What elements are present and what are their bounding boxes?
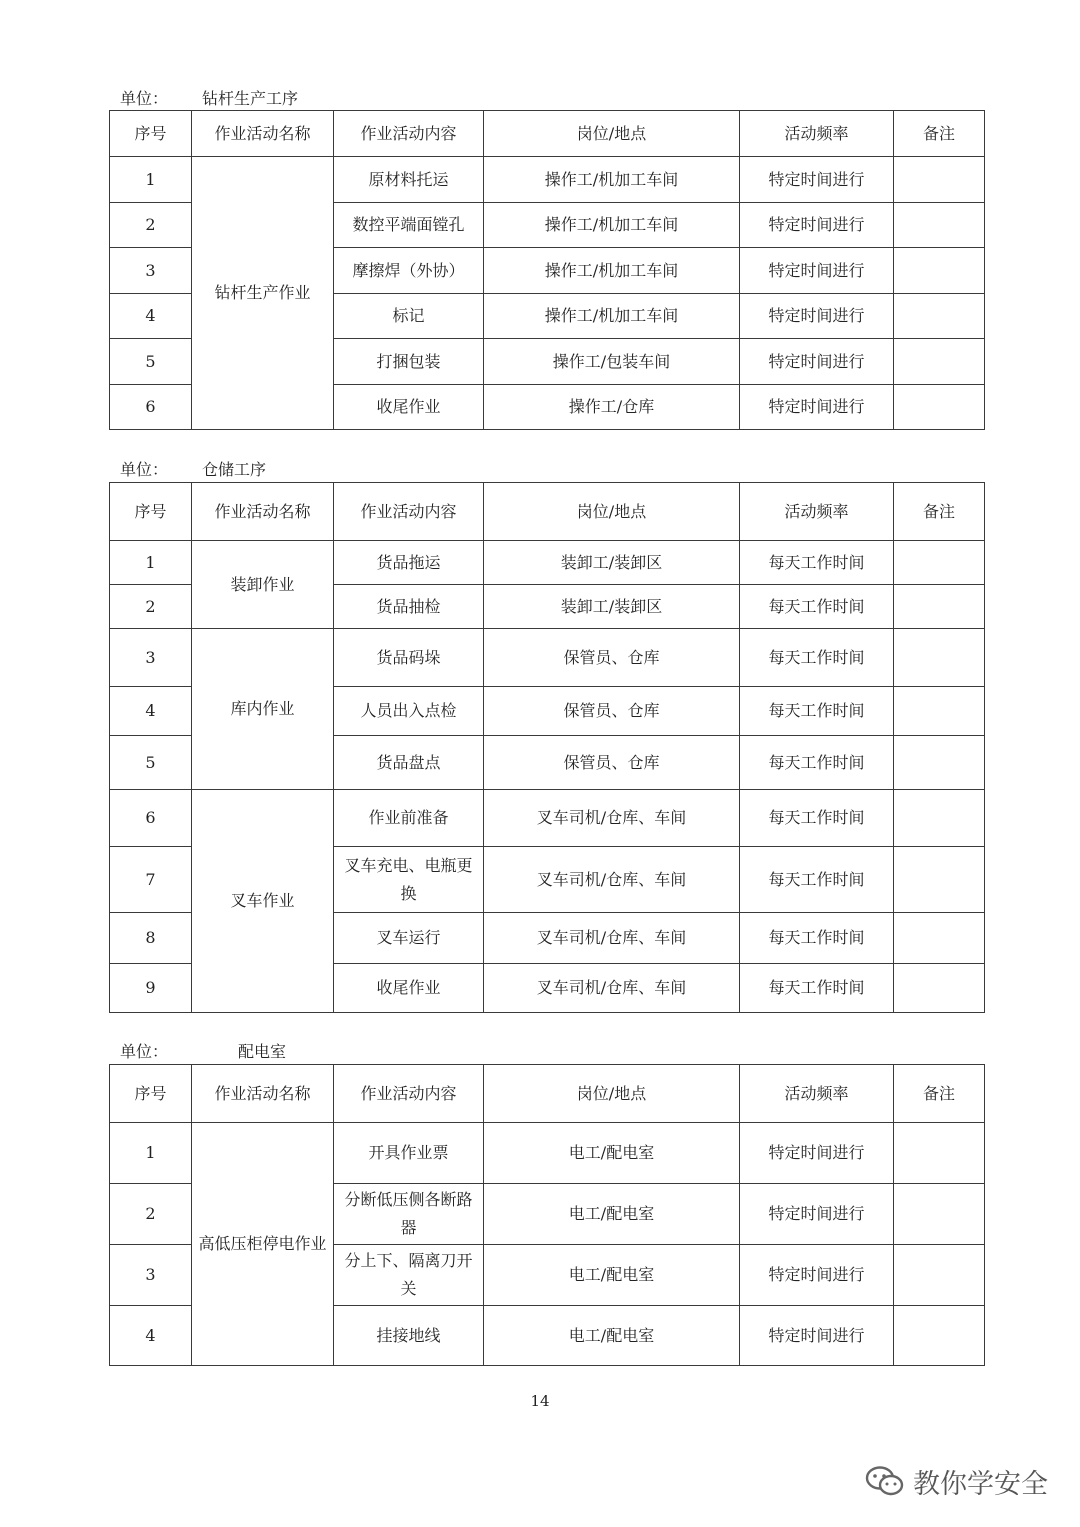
cell-activity-name: 装卸作业 <box>192 541 334 629</box>
cell-remarks <box>894 248 985 294</box>
cell-frequency: 特定时间进行 <box>740 248 894 294</box>
unit-name: 钻杆生产工序 <box>202 89 299 108</box>
cell-activity-name: 高低压柜停电作业 <box>192 1123 334 1366</box>
cell-activity-content: 收尾作业 <box>334 964 484 1013</box>
cell-frequency: 每天工作时间 <box>740 687 894 736</box>
cell-no: 4 <box>110 294 192 339</box>
cell-frequency: 特定时间进行 <box>740 203 894 248</box>
cell-no: 5 <box>110 736 192 790</box>
cell-remarks <box>894 1184 985 1245</box>
cell-post-location: 叉车司机/仓库、车间 <box>484 913 740 964</box>
cell-activity-content: 分上下、隔离刀开关 <box>334 1245 484 1306</box>
wechat-icon <box>865 1465 905 1499</box>
cell-frequency: 特定时间进行 <box>740 294 894 339</box>
cell-frequency: 每天工作时间 <box>740 964 894 1013</box>
cell-remarks <box>894 687 985 736</box>
header-post-location: 岗位/地点 <box>484 1065 740 1123</box>
cell-no: 1 <box>110 541 192 585</box>
cell-activity-name: 叉车作业 <box>192 790 334 1013</box>
cell-activity-content: 作业前准备 <box>334 790 484 847</box>
unit-key: 单位： <box>120 1042 169 1061</box>
cell-no: 8 <box>110 913 192 964</box>
cell-post-location: 保管员、仓库 <box>484 687 740 736</box>
unit-label <box>120 1039 287 1062</box>
header-no: 序号 <box>110 1065 192 1123</box>
cell-no: 6 <box>110 790 192 847</box>
cell-remarks <box>894 847 985 913</box>
cell-frequency: 每天工作时间 <box>740 541 894 585</box>
header-activity-content: 作业活动内容 <box>334 1065 484 1123</box>
cell-frequency: 特定时间进行 <box>740 1245 894 1306</box>
cell-no: 1 <box>110 1123 192 1184</box>
cell-post-location: 保管员、仓库 <box>484 736 740 790</box>
table-row <box>110 157 985 203</box>
table-row <box>110 629 985 687</box>
cell-post-location: 装卸工/装卸区 <box>484 541 740 585</box>
cell-activity-content: 开具作业票 <box>334 1123 484 1184</box>
watermark-text: 教你学安全 <box>913 1469 1048 1500</box>
cell-remarks <box>894 1123 985 1184</box>
page-number: 14 <box>530 1392 550 1410</box>
table-drill-pipe-production <box>109 110 985 430</box>
cell-remarks <box>894 203 985 248</box>
cell-remarks <box>894 157 985 203</box>
cell-frequency: 每天工作时间 <box>740 847 894 913</box>
unit-label <box>120 86 299 109</box>
cell-no: 1 <box>110 157 192 203</box>
unit-key: 单位： <box>120 89 169 108</box>
cell-no: 4 <box>110 1306 192 1366</box>
header-remarks: 备注 <box>894 483 985 541</box>
cell-activity-name: 钻杆生产作业 <box>192 157 334 430</box>
header-post-location: 岗位/地点 <box>484 483 740 541</box>
cell-no: 4 <box>110 687 192 736</box>
cell-remarks <box>894 1306 985 1366</box>
cell-post-location: 电工/配电室 <box>484 1306 740 1366</box>
cell-no: 6 <box>110 385 192 430</box>
cell-remarks <box>894 964 985 1013</box>
cell-remarks <box>894 294 985 339</box>
header-activity-content: 作业活动内容 <box>334 483 484 541</box>
header-frequency: 活动频率 <box>740 1065 894 1123</box>
cell-remarks <box>894 1245 985 1306</box>
cell-remarks <box>894 790 985 847</box>
cell-no: 5 <box>110 339 192 385</box>
header-no: 序号 <box>110 483 192 541</box>
cell-activity-content: 货品拖运 <box>334 541 484 585</box>
cell-no: 3 <box>110 629 192 687</box>
header-activity-name: 作业活动名称 <box>192 1065 334 1123</box>
cell-remarks <box>894 585 985 629</box>
cell-activity-content: 货品盘点 <box>334 736 484 790</box>
cell-activity-content: 货品码垛 <box>334 629 484 687</box>
watermark <box>865 1462 1048 1501</box>
cell-post-location: 叉车司机/仓库、车间 <box>484 964 740 1013</box>
cell-post-location: 操作工/机加工车间 <box>484 294 740 339</box>
cell-remarks <box>894 629 985 687</box>
cell-activity-content: 叉车运行 <box>334 913 484 964</box>
cell-activity-content: 标记 <box>334 294 484 339</box>
cell-frequency: 每天工作时间 <box>740 790 894 847</box>
table-row <box>110 1123 985 1184</box>
unit-name: 配电室 <box>238 1042 287 1061</box>
header-activity-content: 作业活动内容 <box>334 111 484 157</box>
header-remarks: 备注 <box>894 111 985 157</box>
table-header-row <box>110 483 985 541</box>
cell-post-location: 操作工/机加工车间 <box>484 203 740 248</box>
header-activity-name: 作业活动名称 <box>192 111 334 157</box>
cell-post-location: 叉车司机/仓库、车间 <box>484 847 740 913</box>
cell-activity-name: 库内作业 <box>192 629 334 790</box>
cell-frequency: 特定时间进行 <box>740 1184 894 1245</box>
cell-activity-content: 打捆包装 <box>334 339 484 385</box>
cell-activity-content: 数控平端面镗孔 <box>334 203 484 248</box>
header-remarks: 备注 <box>894 1065 985 1123</box>
cell-frequency: 每天工作时间 <box>740 736 894 790</box>
cell-activity-content: 原材料托运 <box>334 157 484 203</box>
cell-frequency: 特定时间进行 <box>740 157 894 203</box>
cell-frequency: 每天工作时间 <box>740 913 894 964</box>
cell-frequency: 每天工作时间 <box>740 585 894 629</box>
header-no: 序号 <box>110 111 192 157</box>
cell-remarks <box>894 541 985 585</box>
table-warehousing <box>109 482 985 1013</box>
header-activity-name: 作业活动名称 <box>192 483 334 541</box>
cell-remarks <box>894 913 985 964</box>
cell-post-location: 操作工/机加工车间 <box>484 248 740 294</box>
cell-no: 3 <box>110 248 192 294</box>
unit-key: 单位： <box>120 460 169 479</box>
cell-post-location: 叉车司机/仓库、车间 <box>484 790 740 847</box>
table-power-room <box>109 1064 985 1366</box>
cell-activity-content: 叉车充电、电瓶更换 <box>334 847 484 913</box>
cell-post-location: 操作工/包装车间 <box>484 339 740 385</box>
cell-activity-content: 人员出入点检 <box>334 687 484 736</box>
cell-frequency: 特定时间进行 <box>740 339 894 385</box>
cell-no: 7 <box>110 847 192 913</box>
cell-frequency: 特定时间进行 <box>740 1306 894 1366</box>
cell-frequency: 每天工作时间 <box>740 629 894 687</box>
cell-remarks <box>894 736 985 790</box>
cell-post-location: 电工/配电室 <box>484 1184 740 1245</box>
header-frequency: 活动频率 <box>740 111 894 157</box>
cell-frequency: 特定时间进行 <box>740 385 894 430</box>
table-header-row <box>110 111 985 157</box>
cell-post-location: 操作工/仓库 <box>484 385 740 430</box>
cell-post-location: 电工/配电室 <box>484 1245 740 1306</box>
cell-no: 3 <box>110 1245 192 1306</box>
header-frequency: 活动频率 <box>740 483 894 541</box>
cell-remarks <box>894 339 985 385</box>
unit-label <box>120 457 267 480</box>
cell-no: 9 <box>110 964 192 1013</box>
cell-post-location: 装卸工/装卸区 <box>484 585 740 629</box>
cell-frequency: 特定时间进行 <box>740 1123 894 1184</box>
header-post-location: 岗位/地点 <box>484 111 740 157</box>
cell-activity-content: 挂接地线 <box>334 1306 484 1366</box>
cell-activity-content: 货品抽检 <box>334 585 484 629</box>
cell-remarks <box>894 385 985 430</box>
table-row <box>110 541 985 585</box>
cell-no: 2 <box>110 203 192 248</box>
table-row <box>110 790 985 847</box>
cell-activity-content: 分断低压侧各断路器 <box>334 1184 484 1245</box>
cell-activity-content: 收尾作业 <box>334 385 484 430</box>
cell-post-location: 操作工/机加工车间 <box>484 157 740 203</box>
unit-name: 仓储工序 <box>202 460 267 479</box>
cell-post-location: 电工/配电室 <box>484 1123 740 1184</box>
cell-no: 2 <box>110 585 192 629</box>
cell-no: 2 <box>110 1184 192 1245</box>
cell-activity-content: 摩擦焊（外协） <box>334 248 484 294</box>
cell-post-location: 保管员、仓库 <box>484 629 740 687</box>
table-header-row <box>110 1065 985 1123</box>
